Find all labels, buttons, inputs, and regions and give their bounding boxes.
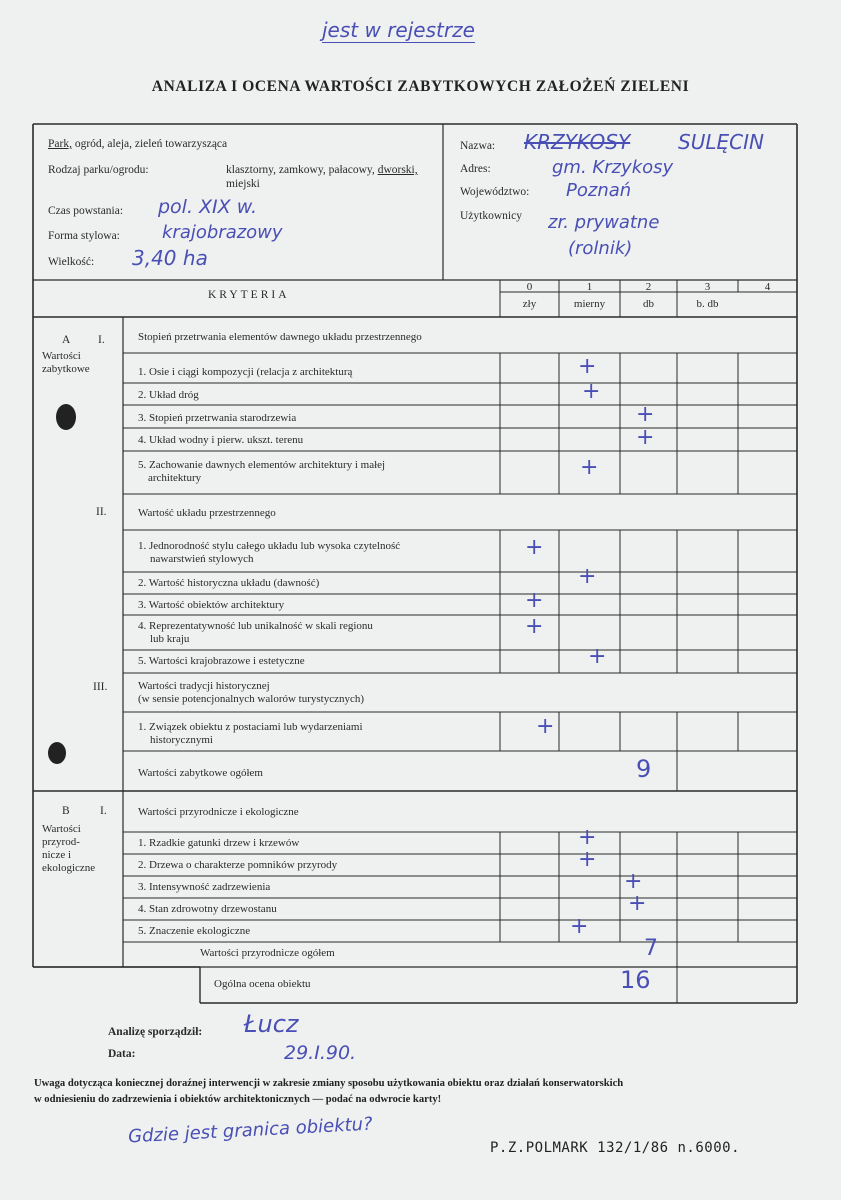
criterion-a2-1: 1. Jednorodność stylu całego układu lub wysoka czytelność <box>138 540 401 552</box>
section-a-roman: I. <box>98 334 105 346</box>
grade-2-number: 2 <box>645 281 652 293</box>
mark-a2-4: + <box>525 614 544 639</box>
section-b-name-4: ekologiczne <box>42 862 96 874</box>
grade-2-desc: db <box>643 298 654 310</box>
adres-value: gm. Krzykosy <box>552 157 674 178</box>
section-a-name-1: Wartości <box>42 350 81 362</box>
wielkosc-label: Wielkość: <box>48 256 95 268</box>
criterion-b-5: 5. Znaczenie ekologiczne <box>138 925 251 937</box>
forma-label: Forma stylowa: <box>48 230 120 242</box>
mark-b-3: + <box>624 869 643 894</box>
nature-total-value: 7 <box>644 936 658 961</box>
overall-label: Ogólna ocena obiektu <box>214 978 311 990</box>
group-3-title-2: (w sensie potencjonalnych walorów turystycznych) <box>138 693 365 705</box>
criterion-a1-3: 3. Stopień przetrwania starodrzewia <box>138 412 297 424</box>
handwritten-boundary-question: Gdzie jest granica obiektu? <box>127 1113 374 1148</box>
uzytkownicy-value-1: zr. prywatne <box>548 212 660 233</box>
criterion-a1-1: 1. Osie i ciągi kompozycji (relacja z architekturą <box>138 366 353 378</box>
nazwa-label: Nazwa: <box>460 140 496 152</box>
nazwa-struck-value: KRZYKOSY <box>524 130 631 154</box>
criterion-a1-2: 2. Układ dróg <box>138 389 199 401</box>
punch-hole-bottom <box>48 742 66 764</box>
section-b-letter: B <box>62 805 70 817</box>
grade-4-number: 4 <box>764 281 771 293</box>
prepared-by-signature: Łucz <box>244 1010 299 1038</box>
criterion-b-1: 1. Rzadkie gatunki drzew i krzewów <box>138 837 300 849</box>
object-type-line <box>48 138 227 150</box>
uzytkownicy-label: Użytkownicy <box>460 210 522 222</box>
section-b-name-1: Wartości <box>42 823 81 835</box>
group-2-title: Wartość układu przestrzennego <box>138 507 276 519</box>
form-title: ANALIZA I OCENA WARTOŚCI ZABYTKOWYCH ZAŁOŻEŃ ZIELENI <box>151 78 690 95</box>
criterion-a1-5-cont: architektury <box>148 472 202 484</box>
overall-value: 16 <box>620 966 651 994</box>
uzytkownicy-value-2: (rolnik) <box>568 238 633 259</box>
criterion-a3-1: 1. Związek obiektu z postaciami lub wydarzeniami <box>138 721 363 733</box>
mark-a2-1: + <box>525 535 544 560</box>
group-1-title: Stopień przetrwania elementów dawnego układu przestrzennego <box>138 331 422 343</box>
criterion-a2-4: 4. Reprezentatywność lub unikalność w skali regionu <box>138 620 373 632</box>
section-a-roman-2: II. <box>96 506 107 518</box>
section-b-name-3: nicze i <box>42 849 72 861</box>
criterion-b-3: 3. Intensywność zadrzewienia <box>138 881 271 893</box>
wojewodztwo-value: Poznań <box>566 180 632 201</box>
rodzaj-label: Rodzaj parku/ogrodu: <box>48 164 149 176</box>
criterion-a2-5: 5. Wartości krajobrazowe i estetyczne <box>138 655 305 667</box>
criterion-a3-1-cont: historycznymi <box>150 734 213 746</box>
mark-a1-3: + <box>636 402 655 427</box>
mark-a2-5: + <box>588 644 607 669</box>
grade-0-desc: zły <box>522 298 537 310</box>
kryteria-label: KRYTERIA <box>208 289 290 301</box>
heritage-total-label: Wartości zabytkowe ogółem <box>138 767 263 779</box>
mark-a3-1: + <box>536 714 555 739</box>
mark-b-2: + <box>578 847 597 872</box>
object-type-options: ogród, aleja, zieleń towarzysząca <box>74 138 228 150</box>
mark-a1-4: + <box>636 425 655 450</box>
criterion-a2-3: 3. Wartość obiektów architektury <box>138 599 285 611</box>
criterion-b-2: 2. Drzewa o charakterze pomników przyrody <box>138 859 338 871</box>
czas-label: Czas powstania: <box>48 205 124 217</box>
criterion-b-4: 4. Stan zdrowotny drzewostanu <box>138 903 277 915</box>
criterion-a1-4: 4. Układ wodny i pierw. ukszt. terenu <box>138 434 304 446</box>
grade-0-number: 0 <box>526 281 533 293</box>
mark-a1-2: + <box>582 379 601 404</box>
notice-line-1: Uwaga dotycząca koniecznej doraźnej interwencji w zakresie zmiany sposobu użytkowania obiektu oraz działań konserwatorskich <box>34 1078 624 1089</box>
czas-value: pol. XIX w. <box>158 196 258 218</box>
prepared-by-label: Analizę sporządził: <box>108 1026 203 1038</box>
mark-b-5: + <box>570 914 589 939</box>
section-a-letter: A <box>62 334 71 346</box>
adres-label: Adres: <box>460 163 491 175</box>
mark-a2-3: + <box>525 588 544 613</box>
date-value: 29.I.90. <box>284 1042 357 1064</box>
rodzaj-option-dworski: dworski, <box>377 164 418 176</box>
print-code: P.Z.POLMARK 132/1/86 n.6000. <box>490 1140 741 1156</box>
rodzaj-options-2: miejski <box>226 178 260 190</box>
mark-a1-1: + <box>578 354 597 379</box>
notice-line-2: w odniesieniu do zadrzewienia i obiektów architektonicznych — podać na odwrocie karty! <box>34 1094 442 1105</box>
section-a-roman-3: III. <box>93 681 108 693</box>
rodzaj-options-text: klasztorny, zamkowy, pałacowy, <box>226 164 375 176</box>
rodzaj-options <box>226 164 418 176</box>
mark-b-4: + <box>628 891 647 916</box>
section-a-name-2: zabytkowe <box>42 363 90 375</box>
section-b-roman: I. <box>100 805 107 817</box>
section-b-name-2: przyrod- <box>42 836 80 848</box>
punch-hole-top <box>56 404 76 430</box>
mark-b-1: + <box>578 825 597 850</box>
heritage-total-value: 9 <box>636 755 652 783</box>
group-b-title: Wartości przyrodnicze i ekologiczne <box>138 806 299 818</box>
object-type-park: Park, <box>48 138 72 150</box>
date-label: Data: <box>108 1048 136 1060</box>
mark-a2-2: + <box>578 564 597 589</box>
group-3-title-1: Wartości tradycji historycznej <box>138 680 270 692</box>
wielkosc-value: 3,40 ha <box>132 246 208 270</box>
criterion-a2-2: 2. Wartość historyczna układu (dawność) <box>138 577 320 589</box>
forma-value: krajobrazowy <box>162 222 283 243</box>
criterion-a1-5: 5. Zachowanie dawnych elementów architektury i małej <box>138 459 386 471</box>
grade-1-number: 1 <box>586 281 593 293</box>
criterion-a2-4-cont: lub kraju <box>150 633 190 645</box>
nazwa-value: SULĘCIN <box>678 130 764 154</box>
grade-3-desc: b. db <box>696 298 719 310</box>
criterion-a2-1-cont: nawarstwień stylowych <box>150 553 254 565</box>
grade-3-number: 3 <box>704 281 711 293</box>
wojewodztwo-label: Województwo: <box>460 186 530 198</box>
handwritten-register-note: jest w rejestrze <box>322 18 475 42</box>
mark-a1-5: + <box>580 455 599 480</box>
grade-1-desc: mierny <box>573 298 606 310</box>
nature-total-label: Wartości przyrodnicze ogółem <box>200 947 335 959</box>
